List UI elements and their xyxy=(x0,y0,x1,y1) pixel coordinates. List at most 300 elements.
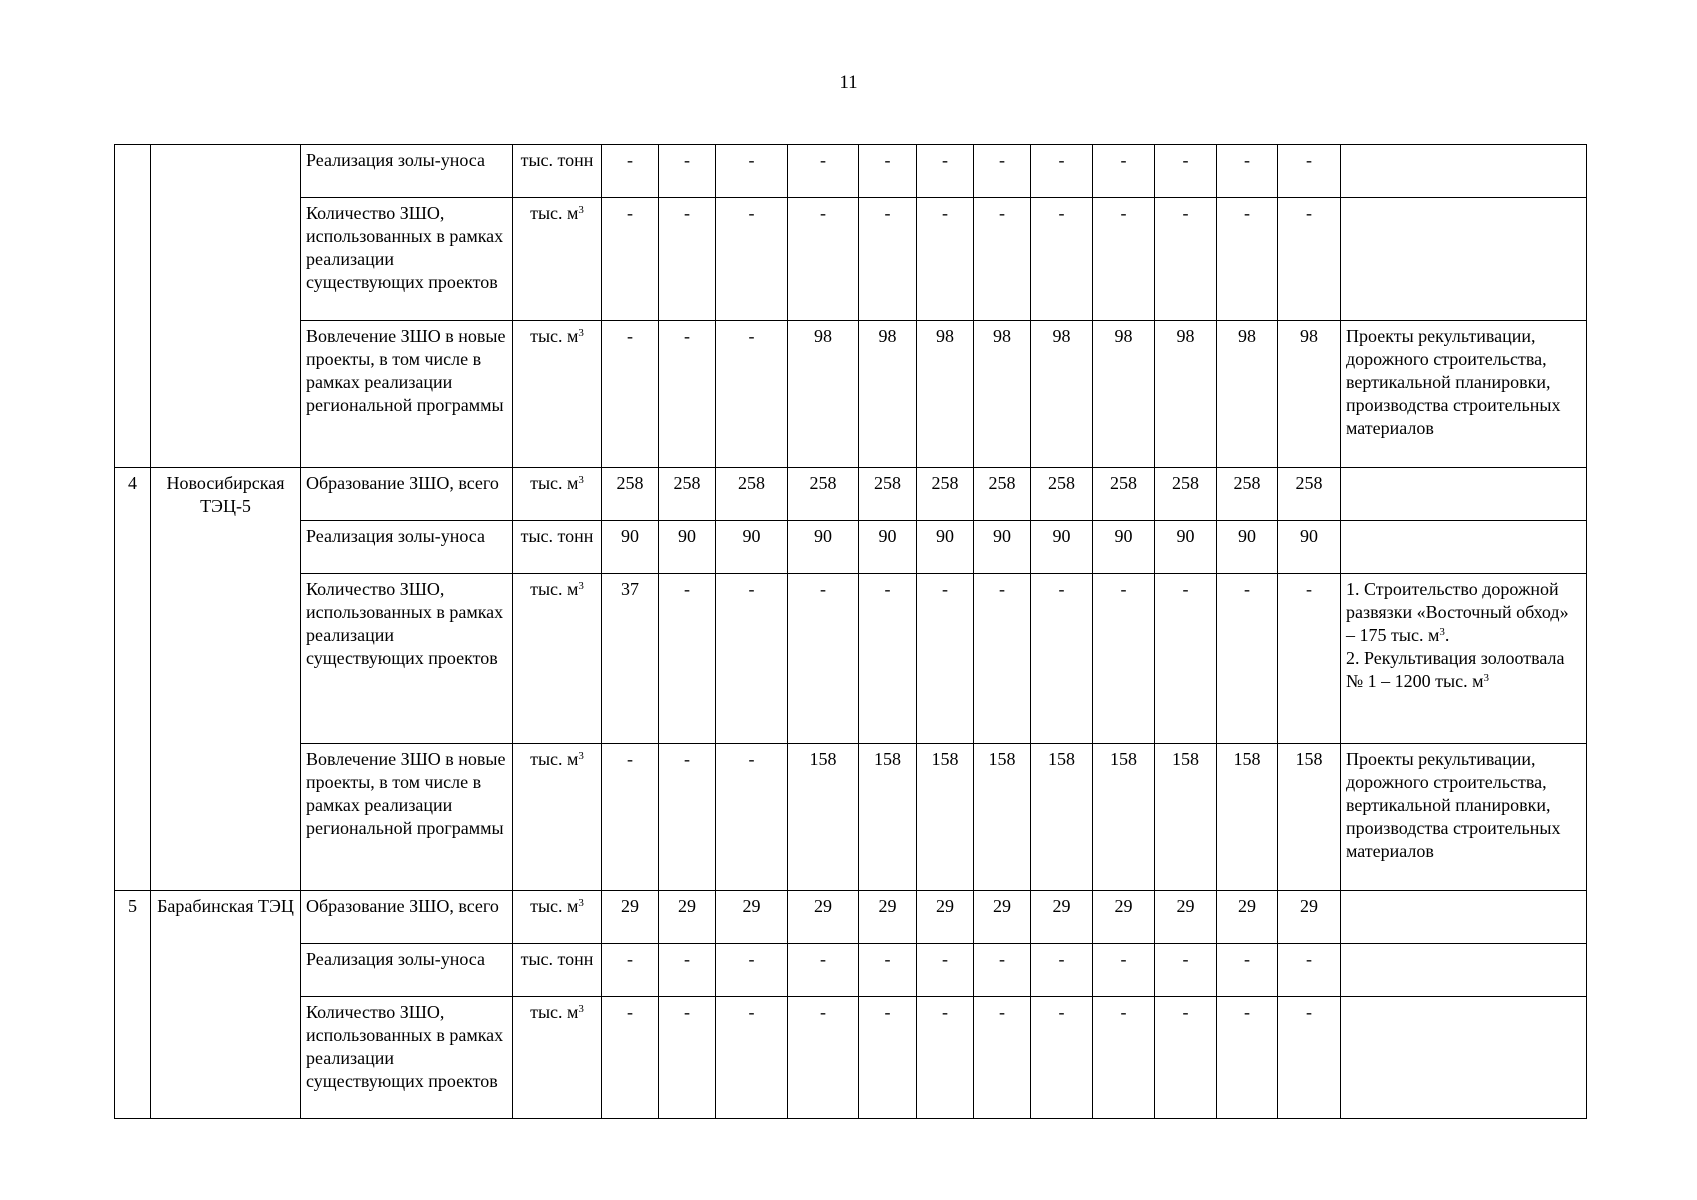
value-cell xyxy=(1093,198,1155,321)
table-row xyxy=(115,468,1587,521)
indicator-name: Количество ЗШО, использованных в рамках реализации существующих проектов xyxy=(306,203,504,292)
value: - xyxy=(1306,150,1312,170)
value-cell xyxy=(1031,321,1093,468)
note-cell xyxy=(1341,321,1587,468)
value: 158 xyxy=(809,749,837,769)
indicator-cell xyxy=(301,997,513,1119)
value-cell xyxy=(788,744,859,891)
value: 29 xyxy=(1114,896,1133,916)
table-row xyxy=(115,198,1587,321)
value: 258 xyxy=(1295,473,1323,493)
value: 158 xyxy=(1048,749,1075,769)
value-cell xyxy=(974,321,1031,468)
value-cell xyxy=(1155,468,1217,521)
indicator-cell xyxy=(301,468,513,521)
value-cell xyxy=(1093,744,1155,891)
indicator-name: Реализация золы-уноса xyxy=(306,150,486,170)
value: - xyxy=(884,203,891,223)
value-cell xyxy=(1031,944,1093,997)
value-cell xyxy=(974,944,1031,997)
value: - xyxy=(1182,203,1189,223)
value-cell xyxy=(917,891,974,944)
value-cell xyxy=(917,744,974,891)
value: - xyxy=(884,1002,891,1022)
value: - xyxy=(1182,150,1189,170)
value-cell xyxy=(1093,468,1155,521)
row-number-cell xyxy=(115,891,151,1119)
note-cell xyxy=(1341,468,1587,521)
plant-name: Новосибирская ТЭЦ-5 xyxy=(166,473,285,516)
value-cell xyxy=(859,468,917,521)
value: 158 xyxy=(931,749,959,769)
value: 258 xyxy=(1233,473,1261,493)
value-cell xyxy=(1155,997,1217,1119)
value: 158 xyxy=(874,749,901,769)
value: 90 xyxy=(878,526,897,546)
note-cell xyxy=(1341,891,1587,944)
value-cell xyxy=(974,997,1031,1119)
unit-cell xyxy=(513,321,602,468)
value: 258 xyxy=(874,473,901,493)
table-row xyxy=(115,944,1587,997)
value: 258 xyxy=(673,473,701,493)
value: 90 xyxy=(1114,526,1133,546)
value-cell xyxy=(1155,198,1217,321)
value-cell xyxy=(788,574,859,744)
value-cell xyxy=(1093,145,1155,198)
value: 258 xyxy=(1172,473,1199,493)
value-cell xyxy=(1217,198,1278,321)
unit-label: тыс. $м^3$ xyxy=(530,203,584,223)
value-cell xyxy=(788,521,859,574)
value: 90 xyxy=(1238,526,1256,546)
value: 258 xyxy=(988,473,1016,493)
table-row xyxy=(115,321,1587,468)
value: - xyxy=(684,326,690,346)
table-row xyxy=(115,891,1587,944)
value-cell xyxy=(1031,198,1093,321)
value-cell xyxy=(917,468,974,521)
value-cell xyxy=(659,468,716,521)
value-cell xyxy=(1155,744,1217,891)
value: - xyxy=(820,1002,826,1022)
value: 158 xyxy=(1233,749,1261,769)
unit-label: тыс. $м^3$ xyxy=(530,473,584,493)
value: - xyxy=(1244,150,1250,170)
value: - xyxy=(1182,949,1189,969)
table-row xyxy=(115,521,1587,574)
value-cell xyxy=(859,997,917,1119)
value: - xyxy=(999,949,1005,969)
value: 90 xyxy=(814,526,832,546)
value-cell xyxy=(788,891,859,944)
value: 158 xyxy=(1295,749,1323,769)
value: - xyxy=(1306,949,1312,969)
value: - xyxy=(748,326,755,346)
value: 90 xyxy=(742,526,761,546)
value-cell xyxy=(1217,468,1278,521)
value: 98 xyxy=(1176,326,1195,346)
plant-name-cell xyxy=(151,145,301,468)
value: - xyxy=(884,150,891,170)
value-cell xyxy=(659,744,716,891)
value-cell xyxy=(716,744,788,891)
unit-cell xyxy=(513,145,602,198)
value-cell xyxy=(1278,145,1341,198)
value-cell xyxy=(917,574,974,744)
indicator-name: Количество ЗШО, использованных в рамках реализации существующих проектов xyxy=(306,579,504,668)
value-cell xyxy=(1031,574,1093,744)
unit-label: тыс. тонн xyxy=(520,150,594,170)
value: 258 xyxy=(931,473,959,493)
value: - xyxy=(1120,949,1127,969)
value-cell xyxy=(602,521,659,574)
value: - xyxy=(1120,203,1127,223)
value: 90 xyxy=(993,526,1011,546)
value-cell xyxy=(1093,574,1155,744)
value-cell xyxy=(1155,521,1217,574)
value-cell xyxy=(716,944,788,997)
unit-label: тыс. $м^3$ xyxy=(530,896,584,916)
value: 90 xyxy=(1300,526,1318,546)
value: 158 xyxy=(1110,749,1137,769)
value-cell xyxy=(917,321,974,468)
value-cell xyxy=(602,468,659,521)
value-cell xyxy=(602,321,659,468)
value-cell xyxy=(1093,521,1155,574)
note-cell xyxy=(1341,521,1587,574)
indicator-cell xyxy=(301,891,513,944)
value-cell xyxy=(917,521,974,574)
table-row xyxy=(115,744,1587,891)
unit-cell xyxy=(513,891,602,944)
plant-name: Барабинская ТЭЦ xyxy=(157,896,294,916)
value: 258 xyxy=(1048,473,1075,493)
value-cell xyxy=(1217,521,1278,574)
value-cell xyxy=(1217,997,1278,1119)
value: 29 xyxy=(993,896,1011,916)
indicator-cell xyxy=(301,521,513,574)
value-cell xyxy=(716,468,788,521)
value: - xyxy=(748,203,755,223)
value-cell xyxy=(716,521,788,574)
value: - xyxy=(999,1002,1005,1022)
value: 258 xyxy=(1110,473,1137,493)
value: 98 xyxy=(936,326,954,346)
note-text: Проекты рекультивации, дорожного строительства, вертикальной планировки, производства строительных материалов xyxy=(1346,326,1561,438)
value-cell xyxy=(716,997,788,1119)
value-cell xyxy=(659,321,716,468)
value-cell xyxy=(974,521,1031,574)
value-cell xyxy=(974,145,1031,198)
value: - xyxy=(684,749,690,769)
unit-cell xyxy=(513,944,602,997)
value-cell xyxy=(716,891,788,944)
value: - xyxy=(1306,203,1312,223)
value: 29 xyxy=(621,896,639,916)
value: - xyxy=(748,949,755,969)
indicator-name: Реализация золы-уноса xyxy=(306,949,486,969)
value: 29 xyxy=(814,896,832,916)
unit-label: тыс. тонн xyxy=(520,949,594,969)
value-cell xyxy=(602,198,659,321)
value: 98 xyxy=(1238,326,1256,346)
value: - xyxy=(627,326,633,346)
indicator-name: Реализация золы-уноса xyxy=(306,526,486,546)
value-cell xyxy=(659,521,716,574)
row-number: 4 xyxy=(128,473,137,493)
value: 98 xyxy=(814,326,832,346)
value: - xyxy=(820,150,826,170)
value-cell xyxy=(1278,521,1341,574)
value: - xyxy=(1058,203,1065,223)
page-number: 11 xyxy=(839,72,858,93)
value: - xyxy=(942,949,948,969)
value-cell xyxy=(1031,997,1093,1119)
value-cell xyxy=(917,944,974,997)
value-cell xyxy=(1031,521,1093,574)
value: - xyxy=(1058,150,1065,170)
indicator-cell xyxy=(301,321,513,468)
value-cell xyxy=(1093,891,1155,944)
value: - xyxy=(1120,579,1127,599)
value: - xyxy=(627,949,633,969)
value-cell xyxy=(1278,468,1341,521)
value-cell xyxy=(859,944,917,997)
value-cell xyxy=(602,744,659,891)
table-row xyxy=(115,145,1587,198)
value: 98 xyxy=(1300,326,1318,346)
row-number-cell xyxy=(115,145,151,468)
value: 158 xyxy=(1172,749,1199,769)
value: - xyxy=(1058,579,1065,599)
unit-label: тыс. $м^3$ xyxy=(530,579,584,599)
value-cell xyxy=(1217,944,1278,997)
value: - xyxy=(942,1002,948,1022)
value: 98 xyxy=(1052,326,1071,346)
value: 258 xyxy=(738,473,765,493)
unit-label: тыс. $м^3$ xyxy=(530,326,584,346)
value-cell xyxy=(1155,145,1217,198)
value: - xyxy=(1244,1002,1250,1022)
value-cell xyxy=(917,145,974,198)
value: - xyxy=(1058,949,1065,969)
unit-cell xyxy=(513,521,602,574)
value: - xyxy=(884,579,891,599)
value: 90 xyxy=(678,526,696,546)
value-cell xyxy=(859,521,917,574)
value-cell xyxy=(1217,891,1278,944)
value: - xyxy=(999,150,1005,170)
value: - xyxy=(1306,1002,1312,1022)
value-cell xyxy=(974,198,1031,321)
value-cell xyxy=(788,198,859,321)
value: - xyxy=(684,203,690,223)
value-cell xyxy=(1031,145,1093,198)
value-cell xyxy=(602,574,659,744)
value-cell xyxy=(1278,944,1341,997)
value-cell xyxy=(659,198,716,321)
value: 29 xyxy=(742,896,761,916)
value: - xyxy=(627,1002,633,1022)
unit-cell xyxy=(513,574,602,744)
value-cell xyxy=(788,321,859,468)
value-cell xyxy=(859,145,917,198)
unit-label: тыс. тонн xyxy=(520,526,594,546)
unit-cell xyxy=(513,468,602,521)
value-cell xyxy=(1093,321,1155,468)
note-cell xyxy=(1341,997,1587,1119)
value: - xyxy=(748,150,755,170)
value: - xyxy=(942,579,948,599)
unit-cell xyxy=(513,744,602,891)
indicator-cell xyxy=(301,944,513,997)
unit-cell xyxy=(513,198,602,321)
row-number-cell xyxy=(115,468,151,891)
value: - xyxy=(684,1002,690,1022)
value-cell xyxy=(602,997,659,1119)
indicator-name: Образование ЗШО, всего xyxy=(306,896,499,916)
value-cell xyxy=(716,321,788,468)
value: - xyxy=(684,949,690,969)
value: 29 xyxy=(678,896,696,916)
value-cell xyxy=(659,574,716,744)
value-cell xyxy=(659,891,716,944)
value: - xyxy=(820,949,826,969)
value: - xyxy=(627,203,633,223)
value-cell xyxy=(716,574,788,744)
value: 29 xyxy=(1238,896,1256,916)
value-cell xyxy=(1093,944,1155,997)
note-cell xyxy=(1341,145,1587,198)
indicator-cell xyxy=(301,574,513,744)
value-cell xyxy=(974,468,1031,521)
value-cell xyxy=(974,744,1031,891)
value: 258 xyxy=(809,473,837,493)
value: - xyxy=(820,203,826,223)
value-cell xyxy=(1093,997,1155,1119)
value: - xyxy=(1120,150,1127,170)
value: 29 xyxy=(1052,896,1071,916)
value-cell xyxy=(1278,744,1341,891)
table-row xyxy=(115,574,1587,744)
value: 90 xyxy=(1176,526,1195,546)
value: 29 xyxy=(1176,896,1195,916)
table-body xyxy=(115,145,1587,1119)
note-cell xyxy=(1341,198,1587,321)
value-cell xyxy=(788,944,859,997)
value: 98 xyxy=(993,326,1011,346)
value: 90 xyxy=(1052,526,1071,546)
value-cell xyxy=(1217,321,1278,468)
indicator-cell xyxy=(301,744,513,891)
data-table xyxy=(114,144,1587,1119)
value: - xyxy=(1244,949,1250,969)
value-cell xyxy=(788,997,859,1119)
value-cell xyxy=(1278,997,1341,1119)
value: 29 xyxy=(1300,896,1318,916)
value-cell xyxy=(602,145,659,198)
value: - xyxy=(684,579,690,599)
value-cell xyxy=(1278,574,1341,744)
value: 158 xyxy=(988,749,1016,769)
value-cell xyxy=(1155,891,1217,944)
value-cell xyxy=(788,468,859,521)
unit-label: тыс. $м^3$ xyxy=(530,749,584,769)
value: - xyxy=(1182,579,1189,599)
row-number: 5 xyxy=(128,896,137,916)
value: - xyxy=(1058,1002,1065,1022)
value-cell xyxy=(917,997,974,1119)
value-cell xyxy=(1217,744,1278,891)
value: - xyxy=(748,1002,755,1022)
value: - xyxy=(748,749,755,769)
note-text: Проекты рекультивации, дорожного строительства, вертикальной планировки, производства строительных материалов xyxy=(1346,749,1561,861)
value: 90 xyxy=(621,526,639,546)
value: - xyxy=(820,579,826,599)
value-cell xyxy=(659,944,716,997)
value: - xyxy=(1182,1002,1189,1022)
value-cell xyxy=(1278,891,1341,944)
indicator-name: Количество ЗШО, использованных в рамках реализации существующих проектов xyxy=(306,1002,504,1091)
value: - xyxy=(684,150,690,170)
value: 90 xyxy=(936,526,954,546)
value-cell xyxy=(659,145,716,198)
indicator-cell xyxy=(301,145,513,198)
value-cell xyxy=(859,321,917,468)
value: 29 xyxy=(936,896,954,916)
value-cell xyxy=(1155,321,1217,468)
value-cell xyxy=(1278,321,1341,468)
value: - xyxy=(942,203,948,223)
value: - xyxy=(1244,203,1250,223)
value-cell xyxy=(716,198,788,321)
value-cell xyxy=(1278,198,1341,321)
value-cell xyxy=(716,145,788,198)
note-cell xyxy=(1341,574,1587,744)
value: - xyxy=(1244,579,1250,599)
unit-label: тыс. $м^3$ xyxy=(530,1002,584,1022)
unit-cell xyxy=(513,997,602,1119)
plant-name-cell xyxy=(151,468,301,891)
value: - xyxy=(999,579,1005,599)
note-text: 2. Рекультивация золоотвала № 1 – 1200 тыс. $м^3$ xyxy=(1346,648,1565,691)
value-cell xyxy=(1155,574,1217,744)
indicator-name: Вовлечение ЗШО в новые проекты, в том числе в рамках реализации региональной программы xyxy=(306,749,506,838)
value-cell xyxy=(859,891,917,944)
value: - xyxy=(999,203,1005,223)
value: 258 xyxy=(616,473,644,493)
value-cell xyxy=(1031,468,1093,521)
value: 98 xyxy=(1114,326,1133,346)
value: - xyxy=(942,150,948,170)
note-cell xyxy=(1341,944,1587,997)
indicator-name: Вовлечение ЗШО в новые проекты, в том числе в рамках реализации региональной программы xyxy=(306,326,506,415)
value-cell xyxy=(1031,891,1093,944)
value-cell xyxy=(602,891,659,944)
value-cell xyxy=(974,574,1031,744)
value-cell xyxy=(859,574,917,744)
plant-name-cell xyxy=(151,891,301,1119)
table-row xyxy=(115,997,1587,1119)
value-cell xyxy=(1217,145,1278,198)
value: 98 xyxy=(878,326,897,346)
value: - xyxy=(1120,1002,1127,1022)
indicator-name: Образование ЗШО, всего xyxy=(306,473,499,493)
value: - xyxy=(627,749,633,769)
value-cell xyxy=(659,997,716,1119)
indicator-cell xyxy=(301,198,513,321)
